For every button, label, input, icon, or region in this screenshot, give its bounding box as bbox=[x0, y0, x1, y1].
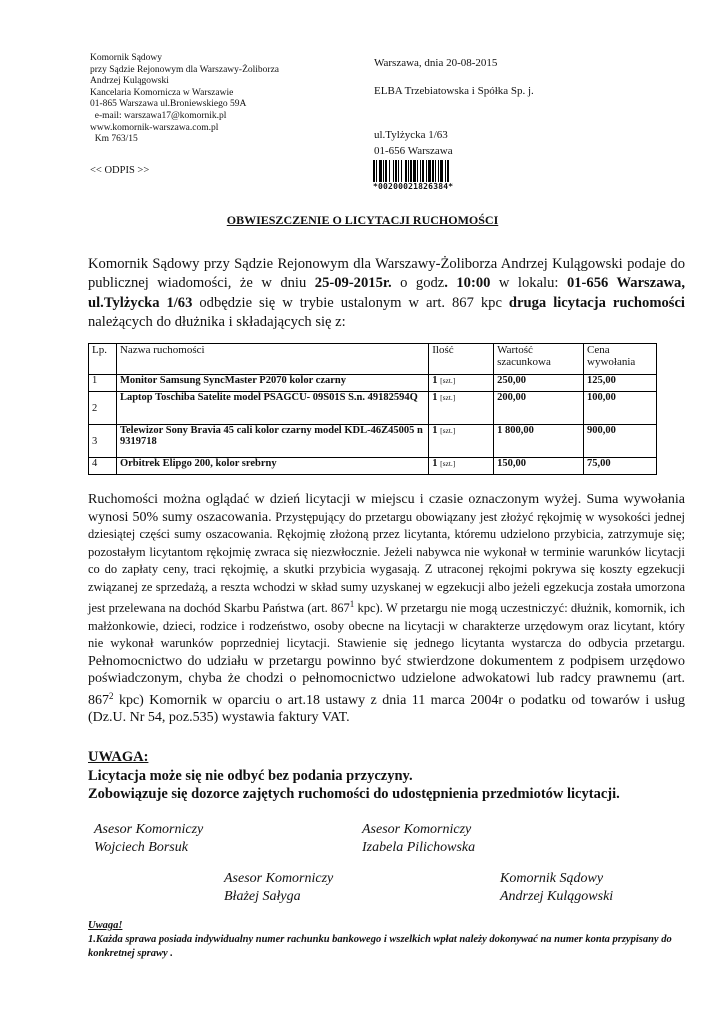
letterhead-email: e-mail: warszawa17@komornik.pl bbox=[90, 110, 227, 121]
page-title: OBWIESZCZENIE O LICYTACJI RUCHOMOŚCI bbox=[226, 213, 499, 227]
cell-value: 250,00 bbox=[494, 375, 584, 392]
table-row bbox=[89, 458, 657, 475]
cell-value: 1 800,00 bbox=[494, 425, 584, 458]
cell-lp: 1 bbox=[89, 375, 117, 392]
signature-block bbox=[362, 821, 475, 857]
cell-qty bbox=[429, 425, 494, 458]
intro-text: odbędzie się w trybie ustalonym w art. 867 kpc bbox=[192, 294, 509, 311]
cell-price: 125,00 bbox=[584, 375, 657, 392]
body-text: Pełnomocnictwo do udziału w przetargu powinno być stwierdzone dokumentem z podpisem urzędowo poświadczonym, chyba że chodzi o pełnomocnictwo udzielone adwokatowi lub radcy prawnemu (art. 867 bbox=[88, 653, 685, 708]
superscript: 2 bbox=[109, 690, 114, 701]
barcode-bars bbox=[373, 160, 484, 182]
letterhead bbox=[90, 53, 279, 146]
letterhead-line: 01-865 Warszawa ul.Broniewskiego 59A bbox=[90, 99, 247, 110]
recipient-street: ul.Tylżycka 1/63 bbox=[374, 129, 448, 141]
body-text: Przystępujący do przetargu obowiązany jest złożyć rękojmię w wysokości jednej dziesiątej części sumy oszacowania. Rękojmię złożoną przez licytanta, któremu udzielono przybicia, zatrzymuje się; pozostałym licytantom rękojmię zwraca się niezwłocznie. Jeżeli nabywca nie wykonał w terminie warunków licytacji co do zapłaty ceny, traci rękojmię, a skutki przybicia wygasają. Z utraconej rękojmi pokrywa się koszty egzekucji związanej ze sprzedażą, a reszta wchodzi w skład sumy uzyskanej w egzekucji albo jeżeli egzekucja została umorzona jest przelewana na dochód Skarbu Państwa (art. 867 bbox=[88, 509, 685, 616]
header-qty: Ilość bbox=[429, 344, 494, 375]
cell-price: 900,00 bbox=[584, 425, 657, 458]
cell-value: 150,00 bbox=[494, 458, 584, 475]
qty-unit: [szt.] bbox=[440, 376, 456, 385]
signature-block bbox=[224, 870, 333, 906]
cell-name: Monitor Samsung SyncMaster P2070 kolor czarny bbox=[116, 375, 428, 392]
cell-qty bbox=[429, 458, 494, 475]
cell-price: 100,00 bbox=[584, 392, 657, 425]
letterhead-line: przy Sądzie Rejonowym dla Warszawy-Żoliborza bbox=[90, 64, 279, 75]
cell-price: 75,00 bbox=[584, 458, 657, 475]
table-row bbox=[89, 375, 657, 392]
signature-name: Izabela Pilichowska bbox=[362, 840, 476, 855]
superscript: 1 bbox=[349, 599, 355, 609]
barcode-text: *00200021826384* bbox=[373, 182, 454, 191]
header-value: Wartość szacunkowa bbox=[494, 344, 584, 375]
signature-block bbox=[94, 821, 203, 857]
cell-qty bbox=[429, 392, 494, 425]
footer-note bbox=[88, 919, 688, 961]
intro-text: Komornik Sądowy przy Sądzie Rejonowym dla Warszawy-Żoliborza Andrzej Kulągowski podaje do publicznej wiadomości, że w dniu bbox=[88, 256, 685, 292]
recipient-name: ELBA Trzebiatowska i Spółka Sp. j. bbox=[374, 85, 534, 97]
header-lp: Lp. bbox=[89, 344, 117, 375]
date-line: Warszawa, dnia 20-08-2015 bbox=[374, 57, 498, 69]
signature-name: Błażej Sałyga bbox=[224, 889, 301, 904]
notice-heading: UWAGA: bbox=[88, 749, 149, 765]
notice-line: Licytacja może się nie odbyć bez podania przyczyny. bbox=[88, 767, 413, 784]
body-text: Ruchomości można oglądać w dzień licytacji w miejscu i czasie oznaczonym wyżej. Suma wywołania wynosi 50% sumy oszacowania. bbox=[88, 492, 685, 525]
body-text: kpc). W przetargu nie mogą uczestniczyć: dłużnik, komornik, ich małżonkowie, dzieci, rodzice i rodzeństwo, osoby obecne na licytacji w charakterze urzędowym oraz licytant, który nie wykonał warunków poprzedniej licytacji. Stawienie się jednego licytanta wystarcza do odbycia przetargu. bbox=[88, 601, 685, 651]
qty-unit: [szt.] bbox=[440, 426, 456, 435]
auction-kind: druga licytacja ruchomości bbox=[508, 294, 685, 311]
signature-block bbox=[500, 870, 613, 906]
qty-unit: [szt.] bbox=[440, 393, 456, 402]
copy-marker: << ODPIS >> bbox=[90, 165, 150, 176]
signature-name: Andrzej Kulągowski bbox=[500, 889, 614, 904]
qty-value: 1 bbox=[432, 458, 438, 469]
header-name: Nazwa ruchomości bbox=[116, 344, 428, 375]
cell-name: Orbitrek Elipgo 200, kolor srebrny bbox=[116, 458, 428, 475]
intro-text: o godz bbox=[391, 275, 445, 292]
cell-name: Telewizor Sony Bravia 45 cali kolor czarny model KDL-46Z45005 n 9319718 bbox=[116, 425, 428, 458]
qty-value: 1 bbox=[432, 375, 438, 386]
table-row bbox=[89, 392, 657, 425]
signature-name: Wojciech Borsuk bbox=[94, 840, 188, 855]
letterhead-line: Komornik Sądowy bbox=[90, 53, 163, 63]
signature-role: Asesor Komorniczy bbox=[224, 871, 334, 886]
cell-qty bbox=[429, 375, 494, 392]
body-text: kpc) Komornik w oparciu o art.18 ustawy z dnia 11 marca 2004r o podatku od towarów i usług (Dz.U. Nr 54, poz.535) wystawia faktury VAT. bbox=[88, 692, 685, 726]
items-table bbox=[88, 343, 657, 475]
auction-time: . 10:00 bbox=[444, 275, 491, 292]
case-number: Km 763/15 bbox=[90, 134, 138, 145]
cell-lp: 4 bbox=[89, 458, 117, 475]
notice-line: Zobowiązuje się dozorce zajętych ruchomości do udostępnienia przedmiotów licytacji. bbox=[88, 786, 620, 802]
recipient-city: 01-656 Warszawa bbox=[374, 145, 453, 157]
notice-block bbox=[88, 748, 620, 804]
auction-place: 01-656 Warszawa, ul.Tylżycka 1/63 bbox=[88, 275, 685, 311]
signature-role: Asesor Komorniczy bbox=[94, 822, 204, 837]
signature-role: Komornik Sądowy bbox=[500, 871, 604, 886]
letterhead-line: Andrzej Kulągowski bbox=[90, 76, 169, 87]
cell-lp: 3 bbox=[89, 425, 117, 458]
letterhead-website: www.komornik-warszawa.com.pl bbox=[90, 122, 219, 133]
table-header-row bbox=[89, 344, 657, 375]
header-price: Cena wywołania bbox=[584, 344, 657, 375]
signature-role: Asesor Komorniczy bbox=[362, 822, 472, 837]
cell-name: Laptop Toschiba Satelite model PSAGCU- 09S01S S.n. 49182594Q bbox=[116, 392, 428, 425]
table-row bbox=[89, 425, 657, 458]
conditions-paragraph bbox=[88, 491, 685, 727]
qty-value: 1 bbox=[432, 425, 438, 436]
intro-text: w lokalu: bbox=[490, 275, 567, 292]
intro-text: należących do dłużnika i składających się z: bbox=[88, 313, 346, 330]
cell-lp: 2 bbox=[89, 392, 117, 425]
footer-text: 1.Każda sprawa posiada indywidualny numer rachunku bankowego i wszelkich wpłat należy dokonywać na numer konta przypisany do konkretnej sprawy . bbox=[88, 934, 672, 959]
barcode bbox=[373, 160, 484, 192]
auction-date: 25-09-2015r. bbox=[314, 275, 392, 292]
footer-heading: Uwaga! bbox=[88, 920, 123, 931]
cell-value: 200,00 bbox=[494, 392, 584, 425]
letterhead-line: Kancelaria Komornicza w Warszawie bbox=[90, 87, 234, 98]
qty-unit: [szt.] bbox=[440, 459, 456, 468]
qty-value: 1 bbox=[432, 392, 438, 403]
barcode-bar bbox=[449, 160, 450, 182]
intro-paragraph bbox=[88, 255, 685, 332]
